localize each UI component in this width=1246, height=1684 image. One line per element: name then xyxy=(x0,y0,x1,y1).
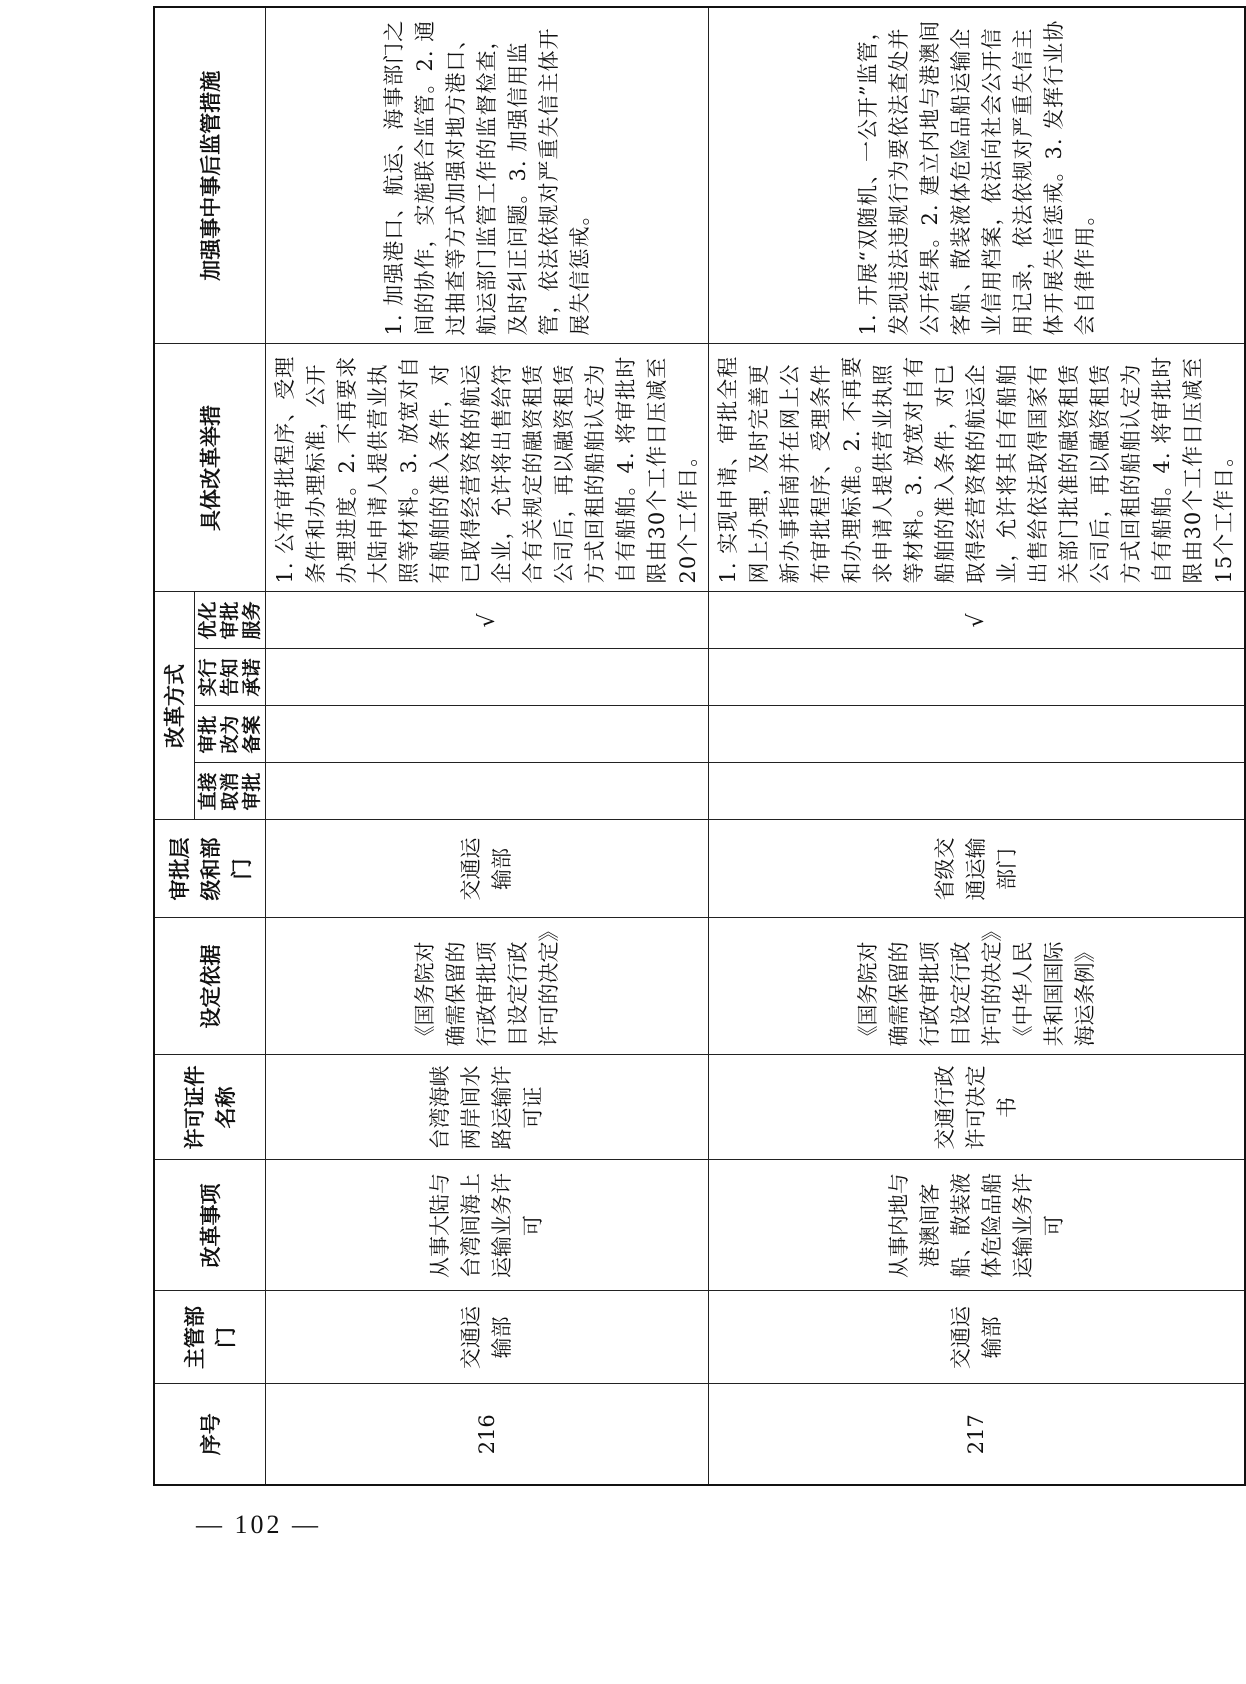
header-permit: 许可证件名称 xyxy=(154,1055,266,1160)
cell-item: 从事内地与港澳间客船、散装液体危险品船运输业务许可 xyxy=(709,1160,1246,1291)
cell-reform-filing xyxy=(709,706,1246,763)
cell-level: 交通运输部 xyxy=(266,820,709,918)
header-reform: 改革方式 xyxy=(154,592,195,820)
header-dept: 主管部门 xyxy=(154,1291,266,1384)
cell-permit: 台湾海峡两岸间水路运输许可证 xyxy=(266,1055,709,1160)
cell-permit: 交通行政许可决定书 xyxy=(709,1055,1246,1160)
cell-seq: 216 xyxy=(266,1384,709,1485)
header-basis: 设定依据 xyxy=(154,918,266,1055)
header-reform-filing: 审批改为备案 xyxy=(195,706,266,763)
header-seq: 序号 xyxy=(154,1384,266,1485)
cell-reform-optimize: √ xyxy=(709,592,1246,649)
cell-supervision: 1. 开展“双随机、一公开”监管，发现违法违规行为要依法查处并公开结果。2. 建立内地与港澳间客船、散装液体危险品船运输企业信用档案，依法向社会公开信用记录，依法依规对严重失信主体开展失信惩戒。3. 发挥行业协会自律作用。 xyxy=(709,7,1246,344)
header-item: 改革事项 xyxy=(154,1160,266,1291)
cell-measures: 1. 公布审批程序、受理条件和办理标准，公开办理进度。2. 不再要求大陆申请人提供营业执照等材料。3. 放宽对自有船舶的准入条件，对已取得经营资格的航运企业，允许将出售给符合有关规定的融资租赁公司后，再以融资租赁方式回租的船舶认定为自有船舶。4. 将审批时限由30个工作日压减至20个工作日。 xyxy=(266,344,709,592)
header-level: 审批层级和部门 xyxy=(154,820,266,918)
cell-reform-optimize: √ xyxy=(266,592,709,649)
cell-level: 省级交通运输部门 xyxy=(709,820,1246,918)
cell-dept: 交通运输部 xyxy=(266,1291,709,1384)
cell-item: 从事大陆与台湾间海上运输业务许可 xyxy=(266,1160,709,1291)
cell-seq: 217 xyxy=(709,1384,1246,1485)
header-reform-cancel: 直接取消审批 xyxy=(195,763,266,820)
cell-supervision: 1. 加强港口、航运、海事部门之间的协作，实施联合监管。2. 通过抽查等方式加强对地方港口、航运部门监管工作的监督检查，及时纠正问题。3. 加强信用监管，依法依规对严重失信主体开展失信惩戒。 xyxy=(266,7,709,344)
header-reform-optimize: 优化审批服务 xyxy=(195,592,266,649)
cell-reform-notify xyxy=(266,649,709,706)
reform-table xyxy=(153,6,1246,1486)
cell-reform-cancel xyxy=(266,763,709,820)
header-measures: 具体改革举措 xyxy=(154,344,266,592)
table-row xyxy=(709,7,1246,1485)
cell-reform-cancel xyxy=(709,763,1246,820)
cell-reform-filing xyxy=(266,706,709,763)
cell-basis: 《国务院对确需保留的行政审批项目设定行政许可的决定》《中华人民共和国国际海运条例》 xyxy=(709,918,1246,1055)
cell-reform-notify xyxy=(709,649,1246,706)
rotated-table-page xyxy=(153,18,1236,1486)
header-supervision: 加强事中事后监管措施 xyxy=(154,7,266,344)
cell-basis: 《国务院对确需保留的行政审批项目设定行政许可的决定》 xyxy=(266,918,709,1055)
cell-measures: 1. 实现申请、审批全程网上办理，及时完善更新办事指南并在网上公布审批程序、受理条件和办理标准。2. 不再要求申请人提供营业执照等材料。3. 放宽对自有船舶的准入条件，对已取得经营资格的航运企业，允许将其自有船舶出售给依法取得国家有关部门批准的融资租赁公司后，再以融资租赁方式回租的船舶认定为自有船舶。4. 将审批时限由30个工作日压减至15个工作日。 xyxy=(709,344,1246,592)
table-row xyxy=(266,7,709,1485)
header-reform-notify: 实行告知承诺 xyxy=(195,649,266,706)
cell-dept: 交通运输部 xyxy=(709,1291,1246,1384)
page-number: — 102 — xyxy=(196,1510,321,1539)
